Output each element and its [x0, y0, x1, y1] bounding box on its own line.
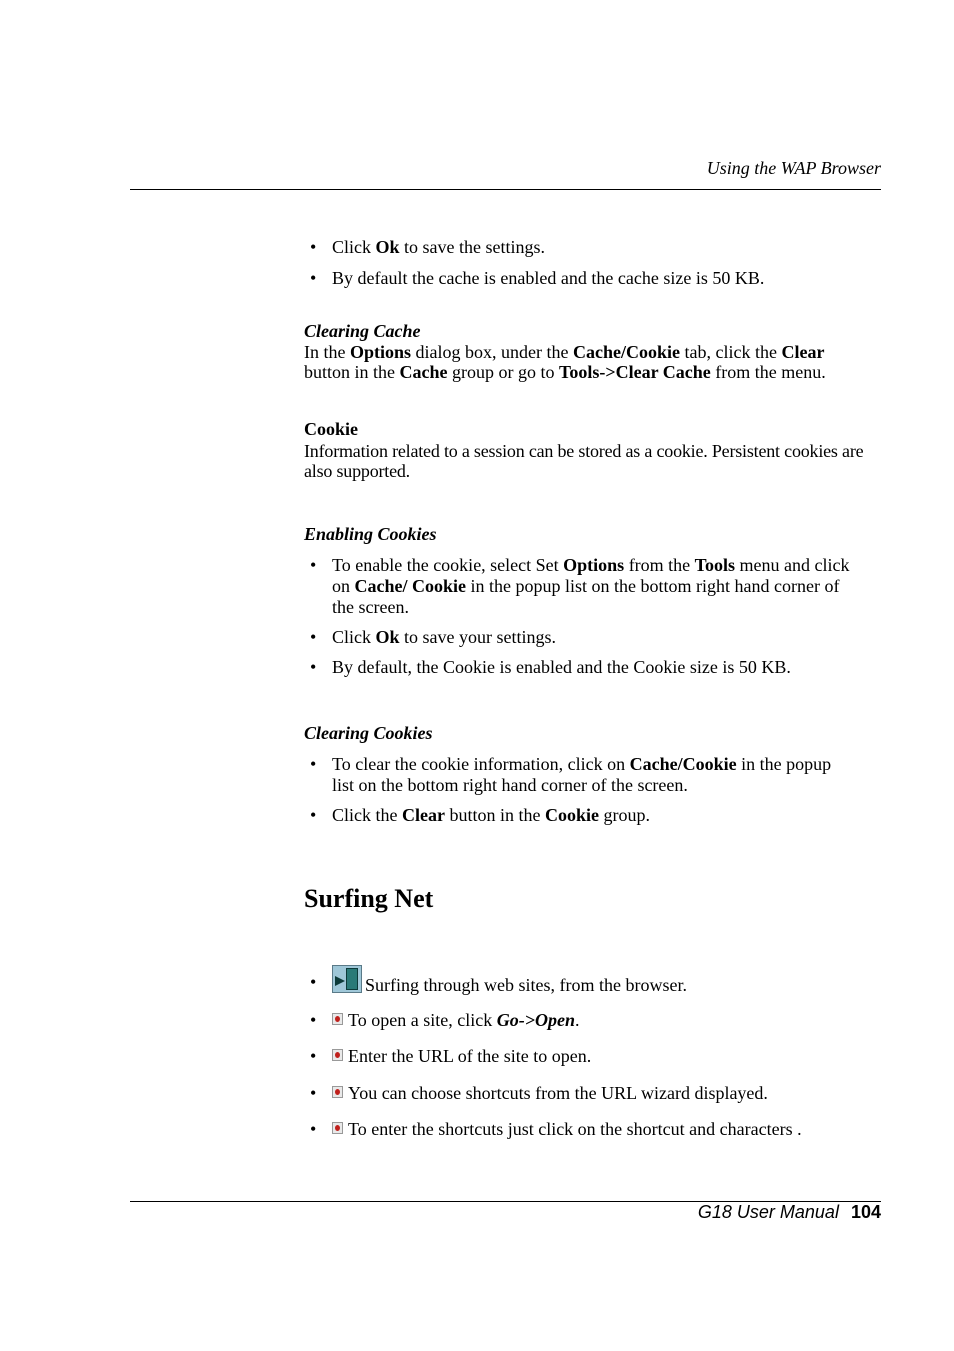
red-dot-bullet-icon — [332, 1086, 343, 1098]
section-heading-clearing-cookies: Clearing Cookies — [304, 723, 433, 743]
section-heading-enabling-cookies: Enabling Cookies — [304, 524, 437, 544]
list-item: • Surfing through web sites, from the browser. — [304, 965, 892, 1002]
paragraph-clearing-cache: In the Options dialog box, under the Cache/Cookie tab, click the Clear button in the Cache group or go to Tools->Clear Cache from the menu. — [304, 342, 826, 382]
list-item: • To enable the cookie, select Set Options from the Tools menu and click on Cache/ Cookie in the popup list on the bottom right hand corner of the screen. — [310, 555, 850, 617]
red-dot-bullet-icon — [332, 1122, 343, 1134]
red-dot-bullet-icon — [332, 1013, 343, 1025]
exit-door-arrow-icon — [332, 965, 362, 993]
page-number: 104 — [850, 1202, 881, 1222]
list-item: • Click the Clear button in the Cookie group. — [310, 805, 650, 825]
section-heading-cookie: Cookie — [304, 419, 358, 439]
header-rule — [130, 189, 881, 190]
list-item: • Enter the URL of the site to open. — [310, 1046, 592, 1066]
list-item: • To clear the cookie information, click on Cache/Cookie in the popup list on the bottom right hand corner of the screen. — [310, 754, 832, 795]
section-heading-clearing-cache: Clearing Cache — [304, 321, 421, 341]
running-header: Using the WAP Browser — [706, 158, 881, 178]
list-item: • You can choose shortcuts from the URL wizard displayed. — [310, 1083, 768, 1103]
manual-title: G18 User Manual — [697, 1202, 839, 1222]
page-footer — [698, 1202, 881, 1223]
list-item: • To enter the shortcuts just click on the shortcut and characters . — [310, 1119, 802, 1139]
list-item: • By default the cache is enabled and the cache size is 50 KB. — [310, 268, 765, 288]
list-item: • By default, the Cookie is enabled and the Cookie size is 50 KB. — [310, 657, 791, 677]
list-item: • To open a site, click Go->Open. — [310, 1010, 580, 1030]
red-dot-bullet-icon — [332, 1049, 343, 1061]
section-heading-surfing-net: Surfing Net — [304, 884, 434, 913]
list-item: • Click Ok to save the settings. — [310, 237, 545, 257]
paragraph-cookie: Information related to a session can be stored as a cookie. Persistent cookies are also supported. — [304, 441, 864, 481]
list-item: • Click Ok to save your settings. — [310, 627, 556, 647]
